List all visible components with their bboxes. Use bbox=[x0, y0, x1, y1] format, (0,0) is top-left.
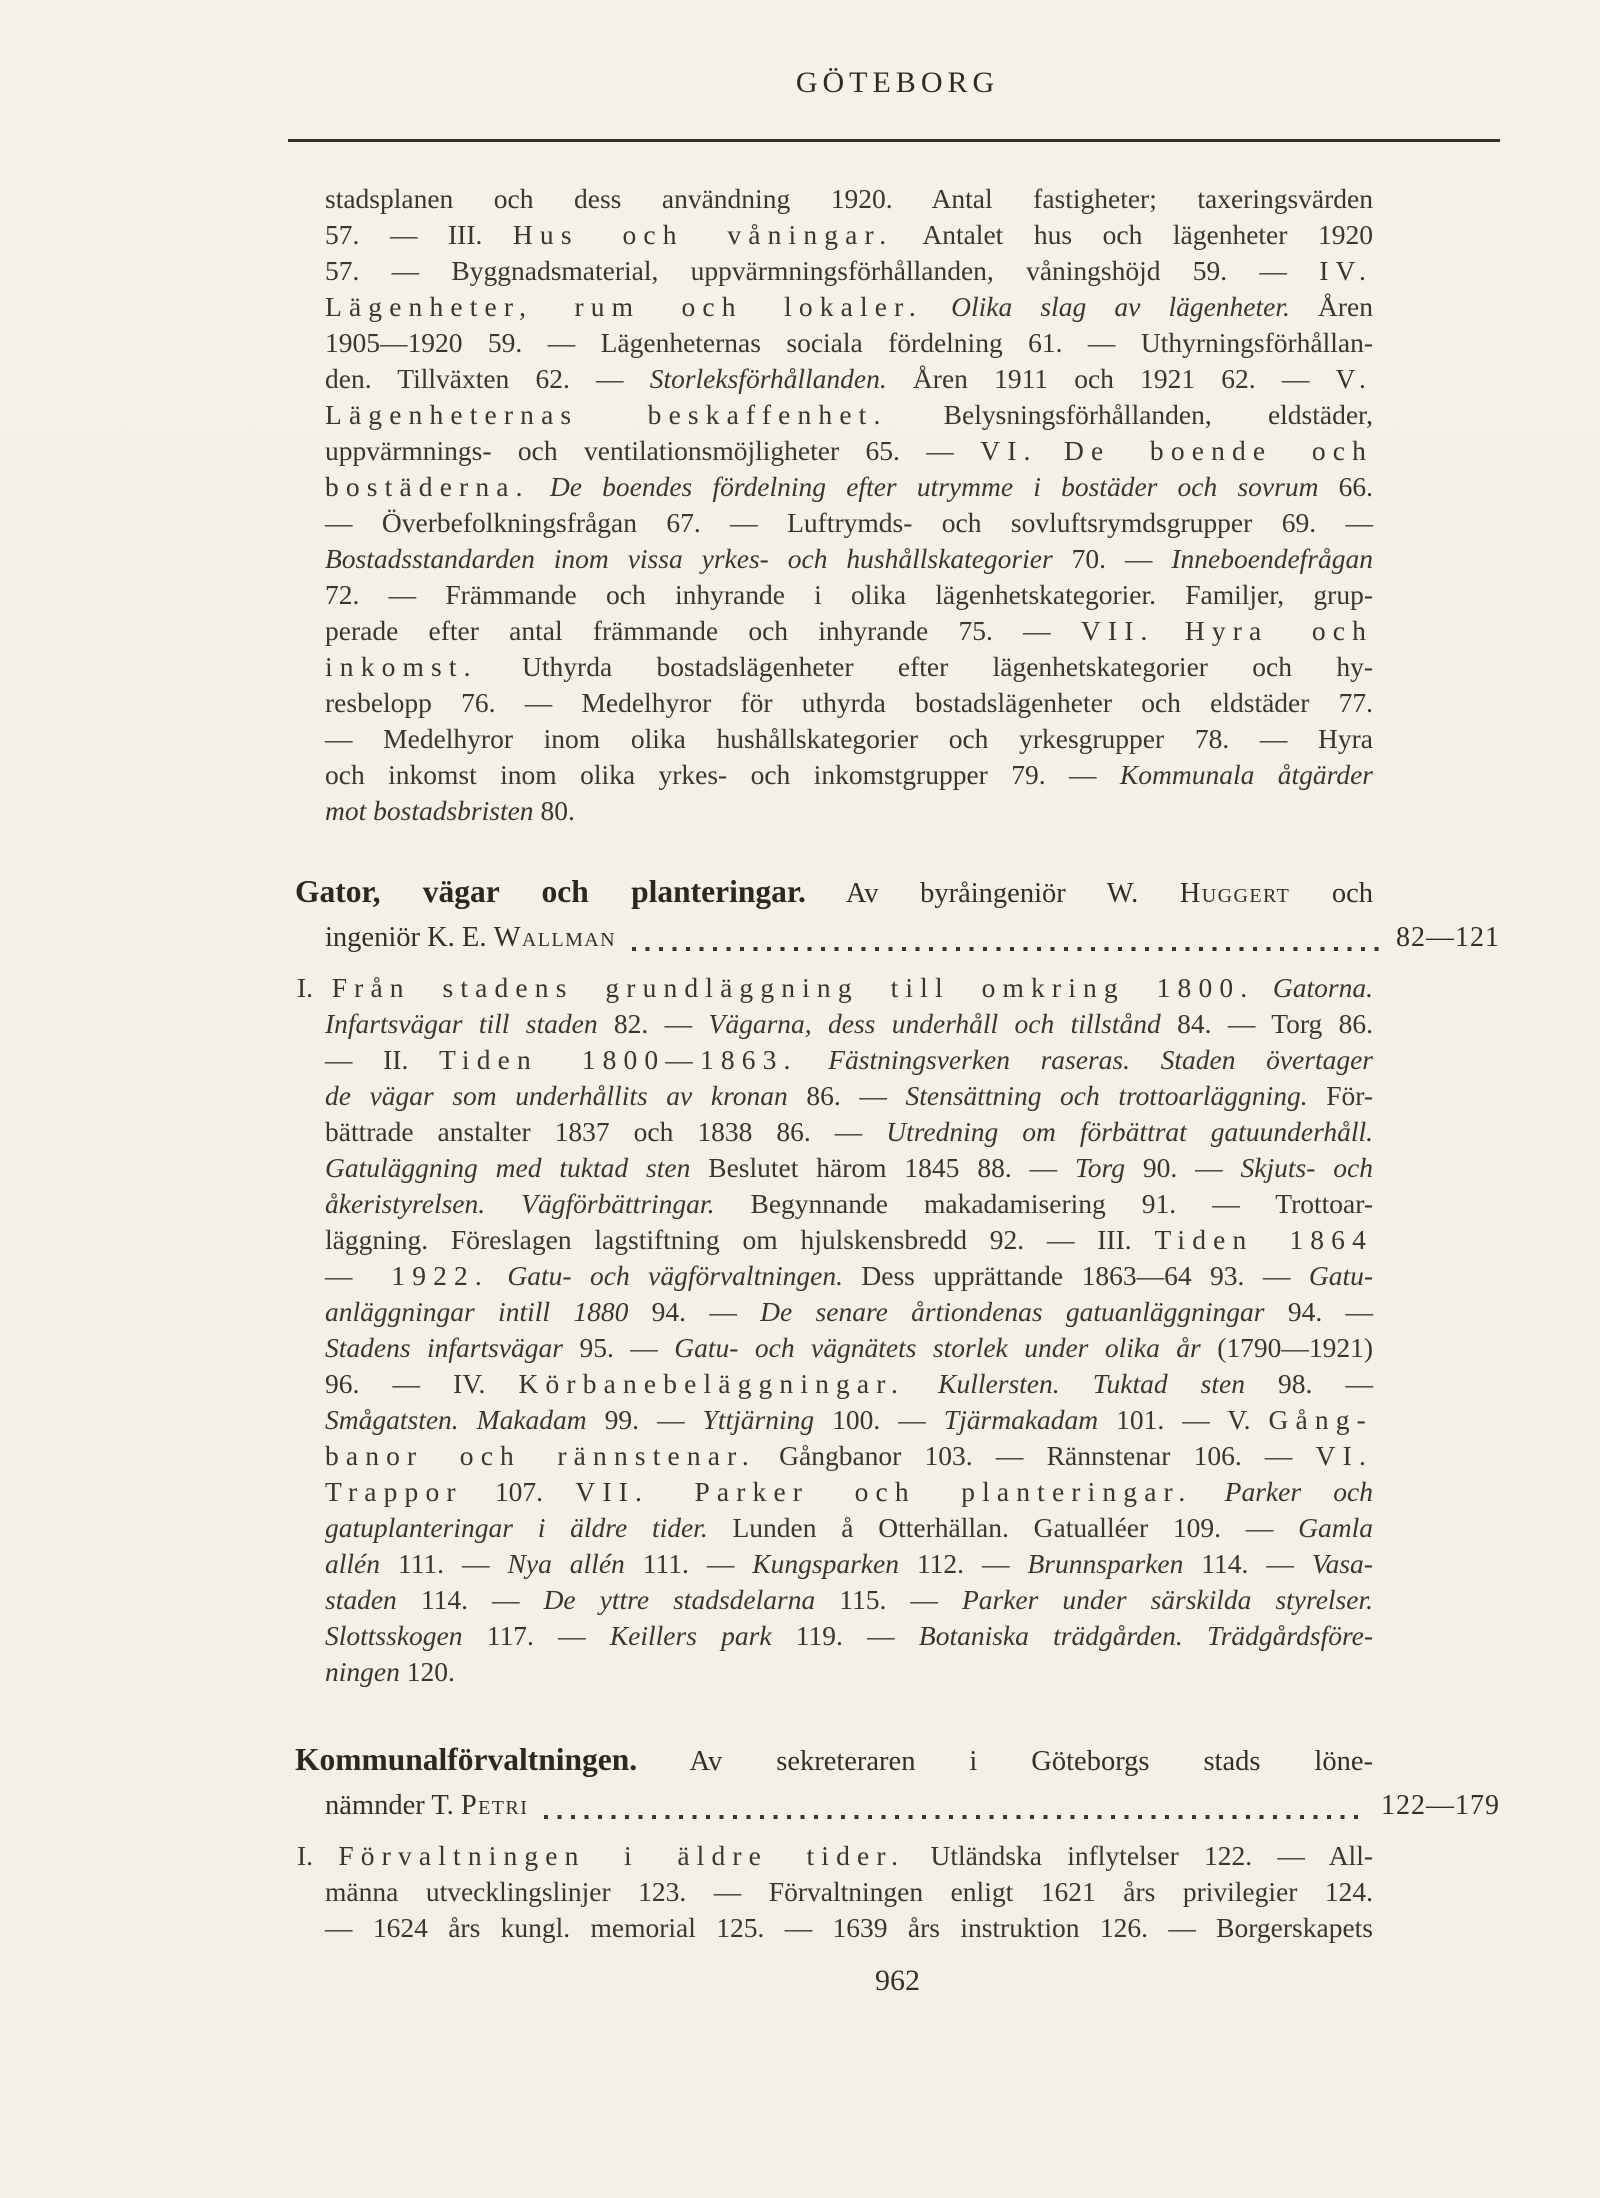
text-run: 95. — bbox=[563, 1332, 675, 1363]
text-run: 100. — bbox=[814, 1404, 944, 1435]
text-run: Hyra och bbox=[1184, 615, 1373, 646]
text-run: För- bbox=[1307, 1080, 1373, 1111]
text-run: 107. bbox=[462, 1476, 576, 1507]
entry-subline bbox=[325, 916, 1500, 960]
text-run: Beslutet härom 1845 88. — bbox=[690, 1152, 1076, 1183]
toc-line bbox=[297, 970, 1373, 1006]
text-run: Nya allén bbox=[507, 1548, 625, 1579]
entry-subline bbox=[325, 1784, 1500, 1828]
text-run: resbelopp 76. — Medelhyror för uthyrda bostadslägenheter och eldstäder 77. bbox=[325, 687, 1373, 718]
toc-line bbox=[325, 217, 1373, 253]
text-run: Tiden 1800—1863. bbox=[438, 1044, 798, 1075]
text-run: 117. — bbox=[462, 1620, 610, 1651]
text-run: De boendes fördelning efter utrymme i bostäder och sovrum bbox=[549, 471, 1319, 502]
text-run: Slottsskogen bbox=[325, 1620, 463, 1651]
text-run: nämnder T. bbox=[325, 1790, 461, 1821]
toc-line bbox=[325, 1582, 1373, 1618]
text-run: 1905—1920 59. — Lägenheternas sociala fördelning 61. — Uthyrningsförhållan- bbox=[325, 327, 1373, 358]
toc-line bbox=[325, 721, 1373, 757]
entry-body bbox=[297, 970, 1374, 1690]
text-run: 98. — bbox=[1244, 1368, 1374, 1399]
text-run: Storleksförhållanden. bbox=[649, 363, 887, 394]
toc-line bbox=[325, 1258, 1373, 1294]
entry-subline-text bbox=[325, 1784, 528, 1828]
text-run: 99. — bbox=[586, 1404, 703, 1435]
toc-line bbox=[325, 1294, 1373, 1330]
text-run: Kungsparken bbox=[752, 1548, 899, 1579]
toc-line bbox=[325, 1874, 1373, 1910]
page-range: 122—179 bbox=[1381, 1790, 1500, 1821]
text-run bbox=[798, 1044, 829, 1075]
toc-line bbox=[325, 1042, 1373, 1078]
entry-byline bbox=[806, 878, 1373, 909]
text-run bbox=[1192, 1476, 1224, 1507]
text-run: ingeniör K. E. bbox=[325, 922, 494, 953]
toc-line bbox=[325, 1114, 1373, 1150]
text-run: I. bbox=[297, 972, 332, 1003]
text-run bbox=[1038, 435, 1064, 466]
text-run: VI. bbox=[980, 435, 1038, 466]
text-run: Inneboendefrågan bbox=[1171, 543, 1374, 574]
text-run: Hus och våningar. bbox=[512, 219, 894, 250]
entry-title: Kommunalförvaltningen. bbox=[295, 1742, 638, 1777]
entry-byline bbox=[637, 1746, 1373, 1777]
text-run: Vägarna, dess underhåll och tillstånd bbox=[708, 1008, 1161, 1039]
entry-title: Gator, vägar och planteringar. bbox=[295, 874, 806, 909]
text-run: 96. — IV. bbox=[325, 1368, 519, 1399]
text-run: De senare årtiondenas gatuanläggningar bbox=[760, 1296, 1265, 1327]
toc-line bbox=[325, 1330, 1373, 1366]
text-run: 72. — Främmande och inhyrande i olika lägenhetskategorier. Familjer, grup- bbox=[325, 579, 1373, 610]
text-run bbox=[530, 471, 550, 502]
toc-line bbox=[325, 1150, 1373, 1186]
text-run: Gatu- och vägförvaltningen. bbox=[507, 1260, 843, 1291]
text-run: Körbanebeläggningar. bbox=[518, 1368, 906, 1399]
text-run: 111. — bbox=[380, 1548, 508, 1579]
text-run: Utredning om förbättrat gatuunderhåll. bbox=[886, 1116, 1373, 1147]
text-run: Från stadens grundläggning till omkring 1800. bbox=[331, 972, 1255, 1003]
text-run: — 1922. bbox=[325, 1260, 489, 1291]
text-run: 111. — bbox=[624, 1548, 753, 1579]
text-run: Huggert bbox=[1179, 878, 1291, 909]
text-run: gatuplanteringar i äldre tider. bbox=[325, 1512, 708, 1543]
text-run: Olika slag av lägenheter. bbox=[951, 291, 1290, 322]
toc-line bbox=[297, 1838, 1373, 1874]
dotted-leader bbox=[632, 947, 1382, 951]
toc-entry-gator-vagar bbox=[295, 870, 1500, 1690]
text-run bbox=[923, 291, 951, 322]
toc-line bbox=[325, 1402, 1373, 1438]
text-run: Trappor bbox=[325, 1476, 463, 1507]
text-run: Skjuts- och bbox=[1240, 1152, 1373, 1183]
text-run: Gatu- och vägnätets storlek under olika år bbox=[674, 1332, 1201, 1363]
text-run: 120. bbox=[399, 1656, 455, 1687]
text-run: Gång- bbox=[1268, 1404, 1373, 1435]
text-run: Kullersten. Tuktad sten bbox=[938, 1368, 1245, 1399]
toc-line bbox=[325, 1222, 1373, 1258]
text-run: 112. — bbox=[898, 1548, 1028, 1579]
text-run: Wallman bbox=[493, 922, 617, 953]
toc-line bbox=[325, 649, 1373, 685]
toc-line bbox=[325, 1078, 1373, 1114]
text-run: Keillers park bbox=[609, 1620, 772, 1651]
toc-line bbox=[325, 505, 1373, 541]
toc-line bbox=[325, 1546, 1373, 1582]
text-run: 70. — bbox=[1052, 543, 1172, 574]
text-run: stadsplanen och dess användning 1920. Antal fastigheter; taxeringsvärden bbox=[325, 183, 1373, 214]
text-run: Parker och bbox=[1224, 1476, 1374, 1507]
text-run: Fästningsverken raseras. Staden övertager bbox=[828, 1044, 1373, 1075]
text-run: VII. bbox=[1080, 615, 1155, 646]
text-run: Parker under särskilda styrelser. bbox=[961, 1584, 1373, 1615]
toc-line bbox=[325, 397, 1373, 433]
toc-line bbox=[325, 613, 1373, 649]
text-run: Uthyrda bostadslägenheter efter lägenhetskategorier och hy- bbox=[477, 651, 1373, 682]
text-run: 57. — Byggnadsmaterial, uppvärmningsförhållanden, våningshöjd 59. — bbox=[325, 255, 1320, 286]
text-run: (1790—1921) bbox=[1200, 1332, 1374, 1363]
text-run: Lägenheter, rum och lokaler. bbox=[325, 291, 923, 322]
text-run: bostäderna. bbox=[325, 471, 530, 502]
text-run: VII. Parker och planteringar. bbox=[575, 1476, 1193, 1507]
text-run: Av sekreteraren i Göteborgs stads löne- bbox=[637, 1746, 1373, 1777]
text-run: de vägar som underhållits av kronan bbox=[325, 1080, 788, 1111]
text-run: läggning. Föreslagen lagstiftning om hjulskensbredd 92. — III. bbox=[325, 1224, 1155, 1255]
text-run: perade efter antal främmande och inhyrande 75. — bbox=[325, 615, 1081, 646]
text-run: VI. bbox=[1315, 1440, 1374, 1471]
text-run: Bostadsstandarden inom vissa yrkes- och hushållskategorier bbox=[325, 543, 1053, 574]
text-run: 66. bbox=[1318, 471, 1374, 502]
text-run: den. Tillväxten 62. — bbox=[325, 363, 650, 394]
entry-body bbox=[297, 1838, 1373, 1946]
text-run: Begynnande makadamisering 91. — Trottoar- bbox=[714, 1188, 1373, 1219]
text-run: 57. — III. bbox=[325, 219, 513, 250]
text-run: Petri bbox=[460, 1790, 529, 1821]
text-run: 84. — Torg 86. bbox=[1160, 1008, 1373, 1039]
text-run: 82. — bbox=[597, 1008, 709, 1039]
text-run: Tjärmakadam bbox=[943, 1404, 1099, 1435]
text-run: 94. — bbox=[628, 1296, 761, 1327]
toc-line bbox=[325, 361, 1373, 397]
text-run: bättrade anstalter 1837 och 1838 86. — bbox=[325, 1116, 887, 1147]
text-run: 101. — V. bbox=[1098, 1404, 1269, 1435]
text-run: och inkomst inom olika yrkes- och inkomstgrupper 79. — bbox=[325, 759, 1120, 790]
toc-line bbox=[325, 1186, 1373, 1222]
text-run: V. bbox=[1335, 363, 1373, 394]
text-run: Torg bbox=[1075, 1152, 1125, 1183]
page-number: 962 bbox=[875, 1964, 920, 1997]
text-run: Gatorna. bbox=[1272, 972, 1373, 1003]
toc-line bbox=[325, 469, 1373, 505]
text-run: anläggningar intill 1880 bbox=[325, 1296, 629, 1327]
toc-line bbox=[325, 1654, 1373, 1690]
toc-line bbox=[325, 1438, 1373, 1474]
text-run bbox=[1155, 615, 1185, 646]
header-rule bbox=[288, 139, 1500, 142]
text-run: ningen bbox=[325, 1656, 400, 1687]
text-run bbox=[489, 1260, 507, 1291]
text-run: 114. — bbox=[1183, 1548, 1312, 1579]
text-run: Kommunala åtgärder bbox=[1119, 759, 1374, 790]
toc-line bbox=[325, 541, 1373, 577]
text-run: Vasa- bbox=[1311, 1548, 1373, 1579]
text-run: De boende och bbox=[1063, 435, 1373, 466]
toc-line bbox=[325, 1006, 1373, 1042]
text-run: 115. — bbox=[815, 1584, 962, 1615]
running-header: GÖTEBORG bbox=[795, 66, 1000, 99]
text-run: Belysningsförhållanden, eldstäder, bbox=[887, 399, 1373, 430]
text-run: Åren bbox=[1289, 291, 1373, 322]
text-run: Lägenheternas beskaffenhet. bbox=[325, 399, 888, 430]
toc-line bbox=[325, 685, 1373, 721]
entry-heading bbox=[295, 870, 1373, 916]
text-run: Stadens infartsvägar bbox=[325, 1332, 563, 1363]
entry-subline-text bbox=[325, 916, 616, 960]
text-run: Stensättning och trottoarläggning. bbox=[905, 1080, 1308, 1111]
text-run: Lunden å Otterhällan. Gatualléer 109. — bbox=[707, 1512, 1299, 1543]
text-run: åkeristyrelsen. Vägförbättringar. bbox=[325, 1188, 715, 1219]
text-run: De yttre stadsdelarna bbox=[543, 1584, 816, 1615]
text-run bbox=[1254, 972, 1273, 1003]
toc-line bbox=[325, 181, 1373, 217]
text-run: mot bostadsbristen bbox=[325, 795, 534, 826]
toc-line bbox=[325, 1618, 1373, 1654]
text-run: 80. bbox=[533, 795, 575, 826]
text-run: Infartsvägar till staden bbox=[325, 1008, 598, 1039]
text-run: inkomst. bbox=[325, 651, 478, 682]
text-run: IV. bbox=[1319, 255, 1373, 286]
toc-line bbox=[325, 325, 1373, 361]
text-run: Botaniska trädgården. Trädgårdsföre- bbox=[918, 1620, 1374, 1651]
toc-line bbox=[325, 793, 1373, 829]
text-run: 86. — bbox=[787, 1080, 906, 1111]
page-range: 82—121 bbox=[1396, 922, 1500, 953]
text-run: Utländska inflytelser 122. — All- bbox=[905, 1840, 1373, 1871]
toc-entry-kommunalforvaltningen bbox=[295, 1738, 1500, 1946]
text-run: — II. bbox=[325, 1044, 439, 1075]
text-run: Gatu- bbox=[1308, 1260, 1374, 1291]
text-run: Dess upprättande 1863—64 93. — bbox=[842, 1260, 1309, 1291]
text-run: — Överbefolkningsfrågan 67. — Luftrymds- och sovluftsrymdsgrupper 69. — bbox=[325, 507, 1373, 538]
text-run: och bbox=[1290, 878, 1373, 909]
text-run: — Medelhyror inom olika hushållskategorier och yrkesgrupper 78. — Hyra bbox=[325, 723, 1373, 754]
text-run: Gångbanor 103. — Rännstenar 106. — bbox=[755, 1440, 1316, 1471]
text-run: Smågatsten. Makadam bbox=[325, 1404, 587, 1435]
text-run: Av byråingeniör W. bbox=[805, 878, 1180, 909]
text-run: 119. — bbox=[771, 1620, 919, 1651]
text-run: Förvaltningen i äldre tider. bbox=[338, 1840, 906, 1871]
toc-line bbox=[325, 253, 1373, 289]
toc-line bbox=[325, 433, 1373, 469]
text-run: uppvärmnings- och ventilationsmöjligheter 65. — bbox=[325, 435, 981, 466]
toc-line bbox=[325, 1474, 1373, 1510]
text-run: 90. — bbox=[1124, 1152, 1241, 1183]
toc-line bbox=[325, 289, 1373, 325]
text-run: Gamla bbox=[1298, 1512, 1374, 1543]
text-run: allén bbox=[325, 1548, 380, 1579]
text-block bbox=[295, 0, 1500, 2198]
toc-continuation-paragraph bbox=[325, 181, 1373, 829]
text-run: banor och rännstenar. bbox=[325, 1440, 756, 1471]
text-run: staden bbox=[325, 1584, 397, 1615]
text-run bbox=[905, 1368, 938, 1399]
text-run: — 1624 års kungl. memorial 125. — 1639 års instruktion 126. — Borgerskapets bbox=[325, 1912, 1373, 1943]
toc-line bbox=[325, 1366, 1373, 1402]
text-run: 94. — bbox=[1264, 1296, 1374, 1327]
text-run: Yttjärning bbox=[702, 1404, 815, 1435]
toc-line bbox=[325, 1910, 1373, 1946]
text-run: Åren 1911 och 1921 62. — bbox=[886, 363, 1336, 394]
toc-line bbox=[325, 577, 1373, 613]
dotted-leader bbox=[544, 1815, 1367, 1819]
text-run: 114. — bbox=[396, 1584, 544, 1615]
text-run: Tiden 1864 bbox=[1154, 1224, 1373, 1255]
text-run: I. bbox=[297, 1840, 339, 1871]
text-run: Gatuläggning med tuktad sten bbox=[325, 1152, 691, 1183]
text-run: Antalet hus och lägenheter 1920 bbox=[893, 219, 1373, 250]
text-run: männa utvecklingslinjer 123. — Förvaltningen enligt 1621 års privilegier 124. bbox=[325, 1876, 1373, 1907]
toc-line bbox=[325, 757, 1373, 793]
toc-line bbox=[325, 1510, 1373, 1546]
entry-heading bbox=[295, 1738, 1373, 1784]
text-run: Brunnsparken bbox=[1027, 1548, 1184, 1579]
